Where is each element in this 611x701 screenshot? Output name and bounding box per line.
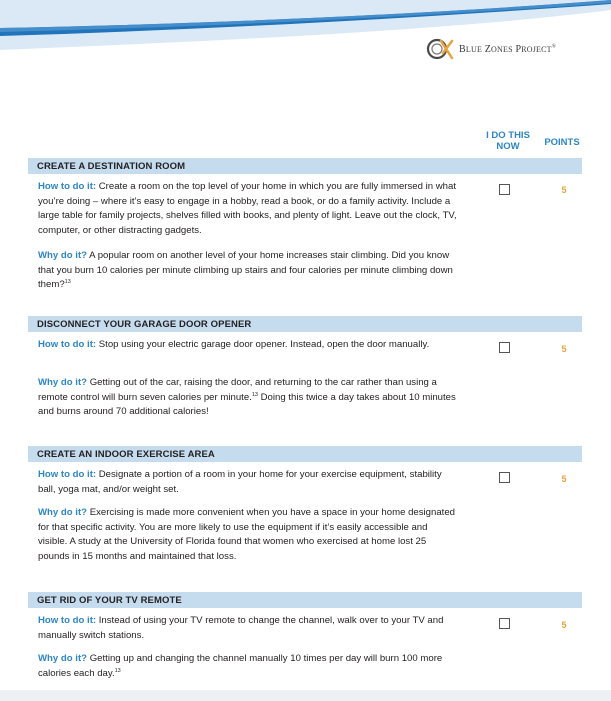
how-to-paragraph: How to do it: Create a room on the top level of your home in which you are fully immersed in what you’re doing – where it’s easy to engage in a hobby, read a book, or do a family activity. Include a large table for family projects, shelves filled with books, and plenty of light. Leave out the clock, TV, computer, or other distracting gadgets. <box>38 181 457 237</box>
section-title: CREATE A DESTINATION ROOM <box>37 161 186 172</box>
do-this-now-checkbox[interactable] <box>499 184 510 195</box>
brand-logo <box>426 36 556 62</box>
why-paragraph: Why do it? A popular room on another level of your home increases stair climbing. Did you know that you burn 10 calories per minute climbing up stairs and four calories per minute climbing down them?$^{13}$ <box>38 250 453 291</box>
why-paragraph: Why do it? Getting out of the car, raising the door, and returning to the car rather than using a remote control will burn seven calories per minute.$^{13}$ Doing this twice a day takes about 10 minutes and burns around 70 additional calories! <box>38 377 456 418</box>
do-this-now-checkbox[interactable] <box>499 618 510 629</box>
points-value: 5 <box>561 474 567 484</box>
why-paragraph: Why do it? Getting up and changing the channel manually 10 times per day will burn 100 more calories each day.$^{13}$ <box>38 653 443 679</box>
i-do-this-now-header: I DO THIS NOW <box>486 130 530 152</box>
section-title-bar <box>28 592 582 608</box>
how-to-paragraph: How to do it: Designate a portion of a room in your home for your exercise equipment, stability ball, yoga mat, and/or weight set. <box>38 469 442 495</box>
section-title: CREATE AN INDOOR EXERCISE AREA <box>37 449 215 460</box>
section-title-bar <box>28 446 582 462</box>
points-value: 5 <box>561 344 567 354</box>
do-this-now-checkbox[interactable] <box>499 472 510 483</box>
how-to-paragraph: How to do it: Instead of using your TV remote to change the channel, walk over to your TV and manually switch stations. <box>38 615 444 641</box>
section-title: GET RID OF YOUR TV REMOTE <box>37 595 182 606</box>
page-bottom-edge <box>0 690 611 701</box>
points-value: 5 <box>561 185 567 195</box>
brand-name: BLUE ZONES PROJECT® <box>459 43 557 55</box>
section-title-bar <box>28 158 582 174</box>
section-title: DISCONNECT YOUR GARAGE DOOR OPENER <box>37 319 252 330</box>
points-value: 5 <box>561 620 567 630</box>
how-to-paragraph: How to do it: Stop using your electric garage door opener. Instead, open the door manually. <box>38 339 430 350</box>
section-title-bar <box>28 316 582 332</box>
do-this-now-checkbox[interactable] <box>499 342 510 353</box>
why-paragraph: Why do it? Exercising is made more convenient when you have a space in your home designated for that specific activity. You are more likely to use the equipment if it’s easily accessible and visible. A study at the University of Florida found that women who exercised at home lost 25 pounds in 15 months and maintained that loss. <box>38 507 456 563</box>
points-header: POINTS <box>544 137 580 148</box>
blue-zones-logo-icon <box>426 36 456 62</box>
